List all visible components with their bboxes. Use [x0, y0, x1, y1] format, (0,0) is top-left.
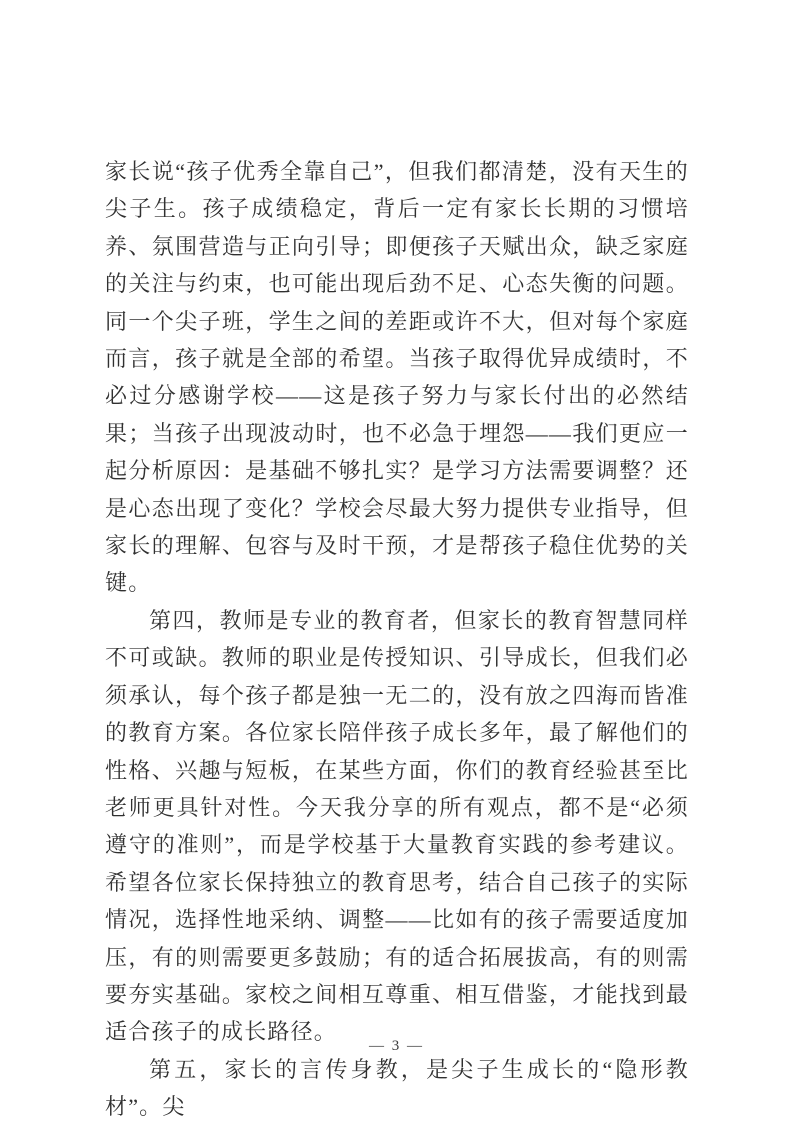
document-body [105, 153, 689, 1122]
page-number: — 3 — [369, 1038, 424, 1054]
paragraph-continuation: 家长说“孩子优秀全靠自己”，但我们都清楚，没有天生的尖子生。孩子成绩稳定，背后一定有家长长期的习惯培养、氛围营造与正向引导；即便孩子天赋出众，缺乏家庭的关注与约束，也可能出现后劲不足、心态失衡的问题。同一个尖子班，学生之间的差距或许不大，但对每个家庭而言，孩子就是全部的希望。当孩子取得优异成绩时，不必过分感谢学校——这是孩子努力与家长付出的必然结果；当孩子出现波动时，也不必急于埋怨——我们更应一起分析原因：是基础不够扎实？是学习方法需要调整？还是心态出现了变化？学校会尽最大努力提供专业指导，但家长的理解、包容与及时干预，才是帮孩子稳住优势的关键。 [105, 159, 689, 596]
paragraph-point-four: 第四，教师是专业的教育者，但家长的教育智慧同样不可或缺。教师的职业是传授知识、引导成长，但我们必须承认，每个孩子都是独一无二的，没有放之四海而皆准的教育方案。各位家长陪伴孩子成长多年，最了解他们的性格、兴趣与短板，在某些方面，你们的教育经验甚至比老师更具针对性。今天我分享的所有观点，都不是“必须遵守的准则”，而是学校基于大量教育实践的参考建议。希望各位家长保持独立的教育思考，结合自己孩子的实际情况，选择性地采纳、调整——比如有的孩子需要适度加压，有的则需要更多鼓励；有的适合拓展拔高，有的则需要夯实基础。家校之间相互尊重、相互借鉴，才能找到最适合孩子的成长路径。 [105, 607, 689, 1045]
paragraph-point-five: 第五，家长的言传身教，是尖子生成长的“隐形教材”。尖 [105, 1056, 689, 1120]
